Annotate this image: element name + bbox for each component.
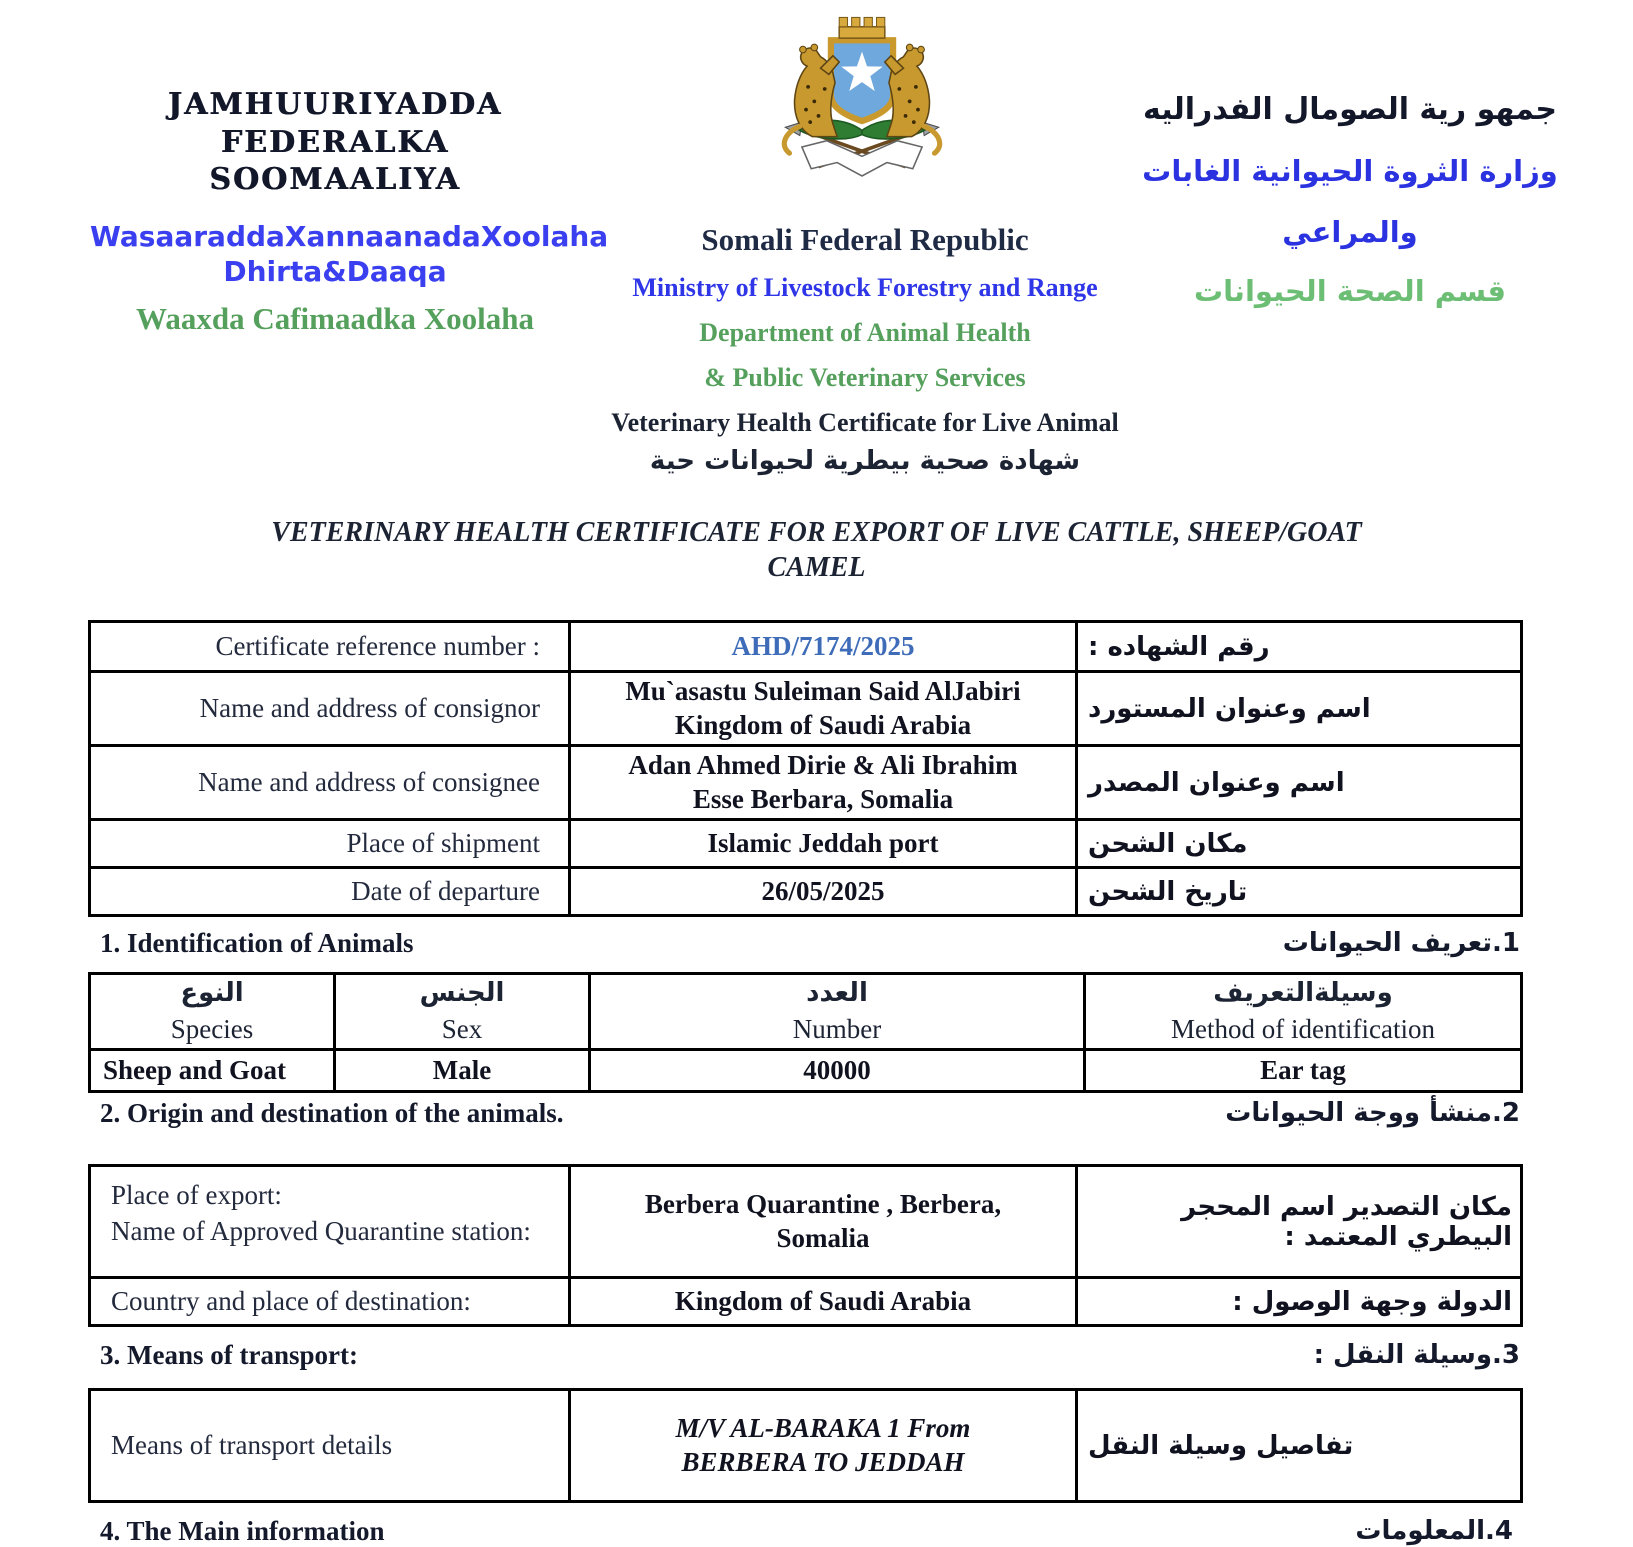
section2-heading-ar: 2.منشأ ووجة الحيوانات xyxy=(1225,1098,1520,1128)
shipment-place-label-ar: مكان الشحن xyxy=(1077,820,1522,868)
republic-title-somali xyxy=(90,86,580,199)
department-title-ar: قسم الصحة الحيوانات xyxy=(1194,274,1506,308)
number-header-ar: العدد xyxy=(806,977,868,1008)
cert-ref-label: Certificate reference number : xyxy=(90,622,570,672)
crown-icon xyxy=(839,17,885,38)
header-left-block xyxy=(90,86,609,337)
header-center-block xyxy=(560,222,1170,476)
method-header xyxy=(1085,974,1522,1050)
identification-table xyxy=(88,972,1523,1093)
identification-header-row xyxy=(90,974,1522,1050)
certificate-subtitle-ar: شهادة صحية بيطرية لحيوانات حية xyxy=(649,446,1081,476)
section3-heading-ar: 3.وسيلة النقل : xyxy=(1313,1340,1520,1370)
republic-title-line1: JAMHUURIYADDA FEDERALKA xyxy=(167,87,503,160)
republic-title-en: Somali Federal Republic xyxy=(701,222,1029,257)
ministry-somali-line1: WasaaraddaXannaanadaXoolaha xyxy=(90,219,609,253)
certificate-info-table xyxy=(88,620,1523,917)
consignee-label-ar: اسم وعنوان المصدر xyxy=(1077,746,1522,820)
consignee-label: Name and address of consignee xyxy=(90,746,570,820)
ministry-title-ar-line1: وزارة الثروة الحيوانية الغابات xyxy=(1142,154,1558,188)
transport-details-label-ar: تفاصيل وسيلة النقل xyxy=(1077,1390,1522,1502)
consignor-label: Name and address of consignor xyxy=(90,672,570,746)
table-row xyxy=(90,820,1522,868)
sex-header-en: Sex xyxy=(441,1013,483,1044)
consignee-value-line1: Adan Ahmed Dirie & Ali Ibrahim xyxy=(628,749,1018,780)
certificate-subtitle-en: Veterinary Health Certificate for Live Animal xyxy=(611,408,1119,437)
identification-data-row xyxy=(90,1050,1522,1092)
somalia-coat-of-arms xyxy=(748,14,976,196)
destination-value: Kingdom of Saudi Arabia xyxy=(570,1278,1077,1326)
number-value: 40000 xyxy=(590,1050,1085,1092)
department-line1: Department of Animal Health xyxy=(699,318,1031,347)
number-header xyxy=(590,974,1085,1050)
method-value: Ear tag xyxy=(1085,1050,1522,1092)
sex-value: Male xyxy=(335,1050,590,1092)
species-value: Sheep and Goat xyxy=(90,1050,335,1092)
export-place-value-line1: Berbera Quarantine , Berbera, xyxy=(644,1188,1002,1219)
destination-label-ar: الدولة وجهة الوصول : xyxy=(1077,1278,1522,1326)
section1-heading-en: 1. Identification of Animals xyxy=(100,928,414,958)
ribbon-icon xyxy=(802,141,922,176)
consignor-value xyxy=(570,672,1077,746)
sex-header xyxy=(335,974,590,1050)
cert-ref-value: AHD/7174/2025 xyxy=(570,622,1077,672)
species-header xyxy=(90,974,335,1050)
method-header-en: Method of identification xyxy=(1171,1013,1435,1044)
export-place-label xyxy=(90,1166,570,1278)
leopard-right-icon xyxy=(885,44,940,153)
transport-table xyxy=(88,1388,1523,1503)
table-row xyxy=(90,868,1522,916)
consignee-value-line2: Esse Berbara, Somalia xyxy=(692,783,954,814)
shield-icon xyxy=(831,40,893,121)
export-place-value xyxy=(570,1166,1077,1278)
section2-heading-en: 2. Origin and destination of the animals. xyxy=(100,1098,564,1128)
section1-heading-ar: 1.تعريف الحيوانات xyxy=(1282,928,1520,958)
species-header-ar: النوع xyxy=(180,977,244,1008)
table-row xyxy=(90,746,1522,820)
number-header-en: Number xyxy=(792,1013,882,1044)
republic-title-ar: جمهو رية الصومال الفدراليه xyxy=(1143,92,1557,127)
ministry-title-en: Ministry of Livestock Forestry and Range xyxy=(632,273,1098,302)
departure-date-label-ar: تاريخ الشحن xyxy=(1077,868,1522,916)
department-name-somali: Waaxda Cafimaadka Xoolaha xyxy=(136,300,534,336)
department-line2: & Public Veterinary Services xyxy=(704,363,1026,392)
method-header-ar: وسيلةالتعريف xyxy=(1213,977,1393,1008)
transport-value-line2: BERBERA TO JEDDAH xyxy=(681,1446,965,1477)
document-title xyxy=(0,515,1633,585)
consignor-value-line1: Mu`asastu Suleiman Said AlJabiri xyxy=(625,675,1021,706)
shipment-place-value: Islamic Jeddah port xyxy=(570,820,1077,868)
table-row xyxy=(90,1278,1522,1326)
table-row xyxy=(90,1166,1522,1278)
table-row xyxy=(90,672,1522,746)
destination-label: Country and place of destination: xyxy=(90,1278,570,1326)
ministry-somali-line2: Dhirta&Daaqa xyxy=(223,254,447,288)
ministry-title-ar-line2: والمراعي xyxy=(1282,215,1418,249)
transport-details-value xyxy=(570,1390,1077,1502)
species-header-en: Species xyxy=(170,1013,254,1044)
cert-ref-label-ar: رقم الشهاده : xyxy=(1077,622,1522,672)
sex-header-ar: الجنس xyxy=(419,977,505,1008)
transport-value-line1: M/V AL-BARAKA 1 From xyxy=(675,1412,971,1443)
table-row xyxy=(90,622,1522,672)
ministry-name-somali xyxy=(90,219,609,289)
departure-date-value: 26/05/2025 xyxy=(570,868,1077,916)
consignor-label-ar: اسم وعنوان المستورد xyxy=(1077,672,1522,746)
export-place-label-ar: مكان التصدير اسم المحجر البيطري المعتمد : xyxy=(1077,1166,1522,1278)
export-place-label-line1: Place of export: xyxy=(111,1180,282,1210)
document-title-line1: VETERINARY HEALTH CERTIFICATE FOR EXPORT OF LIVE CATTLE, SHEEP/GOAT xyxy=(271,517,1362,548)
export-place-label-line2: Name of Approved Quarantine station: xyxy=(111,1216,531,1247)
section4-heading-partial-en: 4. The Main information xyxy=(100,1516,385,1546)
consignee-value xyxy=(570,746,1077,820)
origin-destination-table xyxy=(88,1164,1523,1327)
export-place-value-line2: Somalia xyxy=(776,1222,870,1253)
departure-date-label: Date of departure xyxy=(90,868,570,916)
transport-details-label: Means of transport details xyxy=(90,1390,570,1502)
header-right-block xyxy=(1085,92,1615,308)
republic-title-line2: SOOMAALIYA xyxy=(209,162,461,197)
shipment-place-label: Place of shipment xyxy=(90,820,570,868)
section3-heading-en: 3. Means of transport: xyxy=(100,1340,358,1370)
section4-heading-partial-ar: 4.المعلومات xyxy=(1355,1516,1513,1546)
leopard-left-icon xyxy=(784,44,839,153)
table-row xyxy=(90,1390,1522,1502)
document-title-line2: CAMEL xyxy=(767,552,866,583)
consignor-value-line2: Kingdom of Saudi Arabia xyxy=(674,709,972,740)
